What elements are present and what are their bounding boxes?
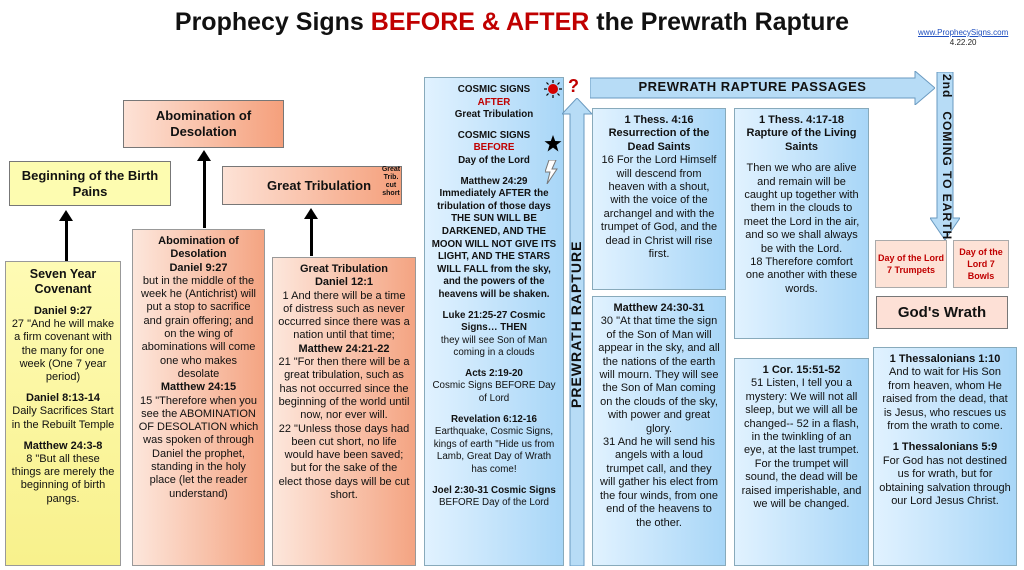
cosmic-heading-before: BEFORE <box>473 142 515 154</box>
verse-text: 1 And there will be a time of distress such as never occurred since there was a nation until that time; <box>278 289 410 342</box>
verse-text: 8 "But all these things are merely the beginning of birth pangs. <box>11 453 115 505</box>
covenant-box <box>5 261 121 566</box>
sun-icon <box>544 80 562 98</box>
verse-ref: Matthew 24:29 <box>460 175 528 187</box>
verse-text: 27 "And he will make a firm covenant with the many for one week (One 7 year period) <box>11 318 115 384</box>
prewrath-rapture-label: PREWRATH RAPTURE <box>568 240 584 408</box>
verse-ref: Matthew 24:15 <box>160 381 237 394</box>
site-date: 4.22.20 <box>949 38 977 47</box>
cosmic-heading-after: AFTER <box>477 96 511 108</box>
verse-ref: Revelation 6:12-16 <box>450 413 538 425</box>
abomination-header: Abomination of Desolation <box>123 100 284 148</box>
arrow-abom-line <box>203 160 206 228</box>
page-title: Prophecy Signs BEFORE & AFTER the Prewrath Rapture <box>174 8 850 36</box>
verse-ref: 1 Thessalonians 1:10 <box>889 353 1001 365</box>
verse-text: BEFORE Day of the Lord <box>439 497 549 509</box>
star-icon <box>544 135 562 152</box>
verse-text: Then we who are alive and remain will be caught up together with them in the clouds to meet the Lord in the air, and so we shall always be with the Lord. <box>743 162 860 255</box>
verse-ref: Luke 21:25-27 Cosmic Signs… THEN <box>442 309 546 334</box>
verse-ref: 1 Thess. 4:17-18 <box>759 114 844 126</box>
thess-417-box <box>734 108 869 339</box>
verse-subtitle: Rapture of the Living Saints <box>746 127 857 153</box>
thess-wrath-box <box>873 347 1017 566</box>
great-trib-box <box>272 257 416 566</box>
verse-text: 18 Therefore comfort one another with these words. <box>745 256 858 295</box>
site-info <box>918 28 1008 48</box>
verse-text: Daily Sacrifices Start in the Rebuilt Temple <box>11 405 115 431</box>
lightning-icon <box>545 160 559 184</box>
verse-ref: Acts 2:19-20 <box>465 367 523 379</box>
day-of-lord-bowls: Day of the Lord 7 Bowls <box>953 240 1009 288</box>
verse-text: 30 "At that time the sign of the Son of Man will appear in the sky, and all the nations of the earth will mourn. They will see the Son of Man coming on the clouds of the sky, with power and great glory. <box>598 315 720 435</box>
verse-text: they will see Son of Man coming in a clouds <box>440 334 548 359</box>
verse-ref: Matthew 24:30-31 <box>613 302 705 314</box>
gods-wrath-label: God's Wrath <box>876 296 1008 329</box>
question-mark: ? <box>568 76 579 96</box>
arrow-up-icon <box>197 150 211 161</box>
verse-text: And to wait for His Son from heaven, whom He raised from the dead, that is Jesus, who rescues us from the wrath to come. <box>882 366 1008 433</box>
great-trib-cut-note: Great Trib. cut short <box>381 166 401 197</box>
thess-416-box <box>592 108 726 290</box>
verse-ref: 1 Cor. 15:51-52 <box>762 364 841 376</box>
verse-ref: Daniel 8:13-14 <box>26 392 100 405</box>
verse-ref: 1 Thess. 4:16 <box>624 114 694 126</box>
verse-text: 22 "Unless those days had been cut short, no life would have been saved; but for the sake of the elect those days will be cut short. <box>278 422 410 502</box>
verse-text: Cosmic Signs BEFORE Day of Lord <box>432 380 556 405</box>
cosmic-heading: Day of the Lord <box>458 154 530 166</box>
box-heading: Great Tribulation <box>299 263 388 275</box>
box-heading: Abomination of Desolation <box>158 235 239 261</box>
cosmic-heading: Great Tribulation <box>454 109 534 121</box>
abomination-box <box>132 229 265 566</box>
second-coming-prefix: 2nd <box>940 74 954 99</box>
verse-ref: Matthew 24:3-8 <box>23 439 103 452</box>
verse-ref: Daniel 12:1 <box>314 276 374 289</box>
second-coming-text: COMING TO EARTH <box>940 111 954 241</box>
cor-1551-box <box>734 358 869 566</box>
birth-pains-header: Beginning of the Birth Pains <box>9 161 171 206</box>
great-trib-header <box>222 166 402 205</box>
moon-icon <box>545 107 561 125</box>
verse-ref: Daniel 9:27 <box>169 261 228 274</box>
verse-text: Earthquake, Cosmic Signs, kings of earth "Hide us from Lamb, Great Day of Wrath has come! <box>433 426 555 476</box>
verse-text: 51 Listen, I tell you a mystery: We will not all sleep, but we will all be changed-- 52 in a flash, in the twinkling of an eye, at the last trumpet. For the trumpet will sound, the dead will be raised imperishable, and we will be changed. <box>741 377 862 511</box>
site-url[interactable]: www.ProphecySigns.com <box>918 28 1009 37</box>
verse-text: Immediately AFTER the tribulation of those days THE SUN WILL BE DARKENED, AND THE MOON WILL NOT GIVE ITS LIGHT, AND THE STARS WILL FALL from the sky, and the powers of the heavens will be shaken. <box>431 188 557 300</box>
matthew-2430-box <box>592 296 726 566</box>
day-of-lord-trumpets: Day of the Lord 7 Trumpets <box>875 240 947 288</box>
verse-ref: Daniel 9:27 <box>33 305 93 317</box>
arrow-trib-line <box>310 218 313 256</box>
great-trib-header-label: Great Tribulation <box>267 177 372 193</box>
verse-subtitle: Resurrection of the Dead Saints <box>608 127 710 153</box>
second-coming-label <box>940 74 954 241</box>
arrow-up-icon <box>59 210 73 221</box>
covenant-heading: Seven Year Covenant <box>29 267 97 296</box>
verse-text: but in the middle of the week he (Antichrist) will put a stop to sacrifice and grain offering; and on the wing of abominations will come one who makes desolate <box>141 274 256 380</box>
verse-text: 15 "Therefore when you see the ABOMINATION OF DESOLATION which was spoken of through Daniel the prophet, standing in the holy place (let the reader understand) <box>138 394 259 500</box>
verse-ref: Matthew 24:21-22 <box>298 342 390 355</box>
verse-text: 31 And he will send his angels with a loud trumpet call, and they will gather his elect from the four winds, from one end of the heavens to the other. <box>599 436 718 529</box>
arrow-up-icon <box>304 208 318 219</box>
verse-ref: 1 Thessalonians 5:9 <box>892 441 998 454</box>
verse-text: For God has not destined us for wrath, but for obtaining salvation through our Lord Jesus Christ. <box>879 454 1011 508</box>
verse-ref: Joel 2:30-31 Cosmic Signs <box>432 484 556 496</box>
verse-text: 21 "For then there will be a great tribulation, such as has not occurred since the beginning of the world until now, nor ever will. <box>278 356 410 422</box>
cosmic-heading: COSMIC SIGNS <box>457 84 531 95</box>
cosmic-heading: COSMIC SIGNS <box>457 129 531 141</box>
arrow-birth-line <box>65 220 68 262</box>
verse-text: 16 For the Lord Himself will descend from heaven with a shout, with the voice of the archangel and with the trumpet of God, and the dead in Christ will rise first. <box>600 154 718 261</box>
passages-label: PREWRATH RAPTURE PASSAGES <box>638 79 867 94</box>
cosmic-signs-box <box>424 77 564 566</box>
